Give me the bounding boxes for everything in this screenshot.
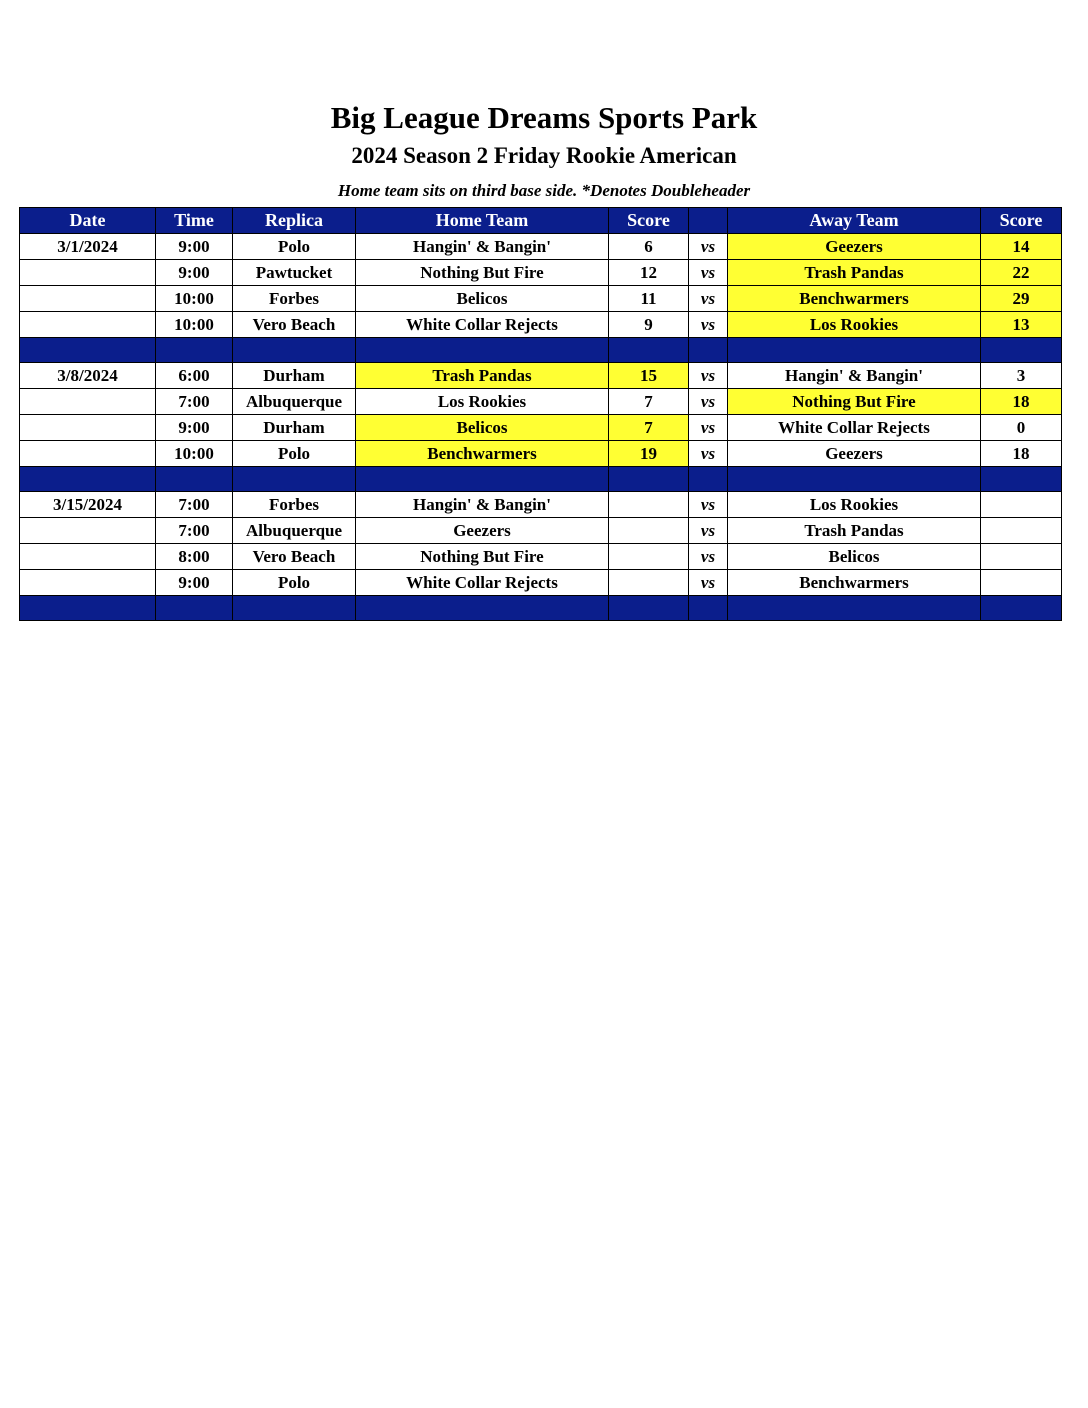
schedule-body: [20, 234, 1062, 621]
vs-label: vs: [689, 389, 728, 415]
separator-cell: [233, 338, 356, 363]
home-team: Belicos: [356, 415, 609, 441]
vs-label: vs: [689, 286, 728, 312]
separator-cell: [233, 467, 356, 492]
col-header-vs: [689, 208, 728, 234]
away-score: 0: [981, 415, 1062, 441]
separator-cell: [609, 338, 689, 363]
page-subtitle: 2024 Season 2 Friday Rookie American: [351, 143, 737, 168]
game-date: [20, 518, 156, 544]
home-team: Hangin' & Bangin': [356, 492, 609, 518]
table-row: [20, 544, 1062, 570]
separator-cell: [609, 467, 689, 492]
home-team: Los Rookies: [356, 389, 609, 415]
away-team: Hangin' & Bangin': [728, 363, 981, 389]
game-date: 3/15/2024: [20, 492, 156, 518]
game-replica: Vero Beach: [233, 544, 356, 570]
game-date: [20, 389, 156, 415]
away-team: White Collar Rejects: [728, 415, 981, 441]
home-score: [609, 492, 689, 518]
home-score: [609, 570, 689, 596]
separator-cell: [728, 467, 981, 492]
away-score: 18: [981, 441, 1062, 467]
home-score: 12: [609, 260, 689, 286]
away-score: 22: [981, 260, 1062, 286]
game-time: 10:00: [156, 286, 233, 312]
game-replica: Pawtucket: [233, 260, 356, 286]
home-team: Belicos: [356, 286, 609, 312]
game-date: [20, 544, 156, 570]
game-time: 10:00: [156, 441, 233, 467]
away-score: 13: [981, 312, 1062, 338]
game-time: 8:00: [156, 544, 233, 570]
separator-cell: [981, 596, 1062, 621]
away-score: [981, 570, 1062, 596]
table-row: [20, 441, 1062, 467]
separator-cell: [356, 467, 609, 492]
away-score: 29: [981, 286, 1062, 312]
vs-label: vs: [689, 544, 728, 570]
game-replica: Polo: [233, 570, 356, 596]
col-header-home-score: Score: [609, 208, 689, 234]
game-time: 9:00: [156, 260, 233, 286]
home-score: [609, 518, 689, 544]
table-row: [20, 234, 1062, 260]
away-score: 3: [981, 363, 1062, 389]
game-date: 3/8/2024: [20, 363, 156, 389]
week-separator: [20, 467, 1062, 492]
col-header-time: Time: [156, 208, 233, 234]
away-score: [981, 544, 1062, 570]
game-replica: Polo: [233, 234, 356, 260]
home-score: 15: [609, 363, 689, 389]
home-score: 6: [609, 234, 689, 260]
vs-label: vs: [689, 260, 728, 286]
away-team: Nothing But Fire: [728, 389, 981, 415]
game-replica: Durham: [233, 363, 356, 389]
home-team: Benchwarmers: [356, 441, 609, 467]
home-team: Hangin' & Bangin': [356, 234, 609, 260]
separator-cell: [689, 338, 728, 363]
page-title: Big League Dreams Sports Park: [330, 100, 758, 135]
separator-cell: [20, 596, 156, 621]
table-row: [20, 260, 1062, 286]
separator-cell: [356, 596, 609, 621]
home-team: Geezers: [356, 518, 609, 544]
separator-cell: [981, 467, 1062, 492]
away-team: Los Rookies: [728, 492, 981, 518]
game-time: 9:00: [156, 234, 233, 260]
away-score: [981, 492, 1062, 518]
home-score: [609, 544, 689, 570]
vs-label: vs: [689, 518, 728, 544]
home-score: 7: [609, 415, 689, 441]
vs-label: vs: [689, 441, 728, 467]
game-time: 9:00: [156, 570, 233, 596]
away-score: 14: [981, 234, 1062, 260]
table-row: [20, 286, 1062, 312]
game-time: 10:00: [156, 312, 233, 338]
table-row: [20, 312, 1062, 338]
vs-label: vs: [689, 415, 728, 441]
away-team: Trash Pandas: [728, 518, 981, 544]
game-replica: Forbes: [233, 286, 356, 312]
separator-cell: [20, 467, 156, 492]
away-team: Trash Pandas: [728, 260, 981, 286]
col-header-replica: Replica: [233, 208, 356, 234]
game-date: [20, 441, 156, 467]
game-date: [20, 570, 156, 596]
game-replica: Forbes: [233, 492, 356, 518]
vs-label: vs: [689, 363, 728, 389]
home-score: 7: [609, 389, 689, 415]
separator-cell: [689, 467, 728, 492]
col-header-away-score: Score: [981, 208, 1062, 234]
away-team: Benchwarmers: [728, 570, 981, 596]
away-team: Benchwarmers: [728, 286, 981, 312]
separator-cell: [156, 596, 233, 621]
separator-cell: [981, 338, 1062, 363]
away-team: Geezers: [728, 234, 981, 260]
game-date: 3/1/2024: [20, 234, 156, 260]
away-team: Geezers: [728, 441, 981, 467]
game-replica: Polo: [233, 441, 356, 467]
home-score: 19: [609, 441, 689, 467]
home-team: Nothing But Fire: [356, 544, 609, 570]
separator-cell: [609, 596, 689, 621]
col-header-date: Date: [20, 208, 156, 234]
separator-cell: [233, 596, 356, 621]
home-team: Trash Pandas: [356, 363, 609, 389]
game-replica: Vero Beach: [233, 312, 356, 338]
separator-cell: [156, 467, 233, 492]
table-row: [20, 415, 1062, 441]
separator-cell: [20, 338, 156, 363]
home-team: White Collar Rejects: [356, 312, 609, 338]
home-score: 11: [609, 286, 689, 312]
game-replica: Durham: [233, 415, 356, 441]
home-team: White Collar Rejects: [356, 570, 609, 596]
schedule-table: [19, 207, 1062, 621]
game-time: 7:00: [156, 518, 233, 544]
table-row: [20, 363, 1062, 389]
schedule-note: Home team sits on third base side. *Denotes Doubleheader: [337, 181, 751, 200]
game-replica: Albuquerque: [233, 389, 356, 415]
table-row: [20, 518, 1062, 544]
table-row: [20, 389, 1062, 415]
week-separator: [20, 338, 1062, 363]
home-score: 9: [609, 312, 689, 338]
header-row: [20, 208, 1062, 234]
game-time: 6:00: [156, 363, 233, 389]
home-team: Nothing But Fire: [356, 260, 609, 286]
vs-label: vs: [689, 492, 728, 518]
vs-label: vs: [689, 570, 728, 596]
table-row: [20, 492, 1062, 518]
separator-cell: [156, 338, 233, 363]
game-date: [20, 286, 156, 312]
game-replica: Albuquerque: [233, 518, 356, 544]
col-header-away-team: Away Team: [728, 208, 981, 234]
separator-cell: [728, 338, 981, 363]
week-separator: [20, 596, 1062, 621]
game-date: [20, 312, 156, 338]
game-date: [20, 415, 156, 441]
separator-cell: [728, 596, 981, 621]
separator-cell: [356, 338, 609, 363]
separator-cell: [689, 596, 728, 621]
game-time: 7:00: [156, 389, 233, 415]
game-time: 9:00: [156, 415, 233, 441]
away-team: Belicos: [728, 544, 981, 570]
away-team: Los Rookies: [728, 312, 981, 338]
game-time: 7:00: [156, 492, 233, 518]
vs-label: vs: [689, 234, 728, 260]
vs-label: vs: [689, 312, 728, 338]
col-header-home-team: Home Team: [356, 208, 609, 234]
table-row: [20, 570, 1062, 596]
away-score: 18: [981, 389, 1062, 415]
game-date: [20, 260, 156, 286]
away-score: [981, 518, 1062, 544]
